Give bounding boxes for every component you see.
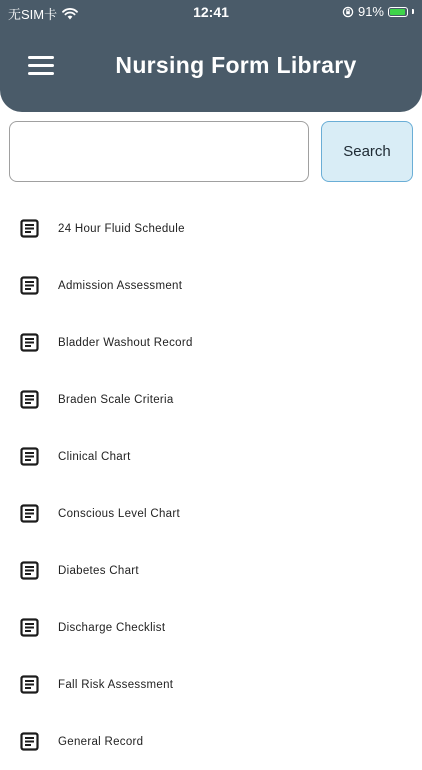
document-icon: [20, 675, 39, 694]
list-item[interactable]: [0, 314, 422, 371]
list-item-label: General Record: [58, 735, 144, 748]
list-item[interactable]: [0, 713, 422, 770]
form-list: [0, 200, 422, 770]
document-icon: [20, 447, 39, 466]
list-item-label: Clinical Chart: [58, 450, 131, 463]
list-item[interactable]: [0, 257, 422, 314]
document-icon: [20, 561, 39, 580]
page-title: Nursing Form Library: [115, 52, 357, 78]
document-icon: [20, 333, 39, 352]
list-item-label: Fall Risk Assessment: [58, 678, 174, 691]
list-item[interactable]: [0, 485, 422, 542]
battery-tip: [412, 9, 414, 14]
battery-charging-icon: [388, 7, 408, 17]
list-item-label: Discharge Checklist: [58, 621, 166, 634]
document-icon: [20, 618, 39, 637]
app-header: [0, 0, 422, 112]
list-item-label: Bladder Washout Record: [58, 336, 193, 349]
list-item[interactable]: [0, 428, 422, 485]
status-right: [342, 4, 414, 19]
carrier-label: 无SIM卡: [8, 7, 58, 22]
document-icon: [20, 219, 39, 238]
document-icon: [20, 276, 39, 295]
list-item-label: Braden Scale Criteria: [58, 393, 174, 406]
list-item[interactable]: [0, 599, 422, 656]
list-item[interactable]: [0, 200, 422, 257]
battery-level-fill: [390, 9, 405, 15]
document-icon: [20, 390, 39, 409]
document-icon: [20, 504, 39, 523]
list-item[interactable]: [0, 542, 422, 599]
status-bar: [0, 0, 422, 24]
list-item[interactable]: [0, 371, 422, 428]
search-button[interactable]: Search: [321, 121, 413, 182]
list-item-label: Conscious Level Chart: [58, 507, 180, 520]
list-item-label: Diabetes Chart: [58, 564, 139, 577]
document-icon: [20, 732, 39, 751]
status-time: 12:41: [193, 4, 229, 20]
battery-percent: 91%: [357, 4, 384, 19]
list-item[interactable]: [0, 656, 422, 713]
orientation-lock-icon: [342, 6, 354, 18]
list-item-label: Admission Assessment: [58, 279, 183, 292]
list-item-label: 24 Hour Fluid Schedule: [58, 222, 185, 235]
search-input[interactable]: [9, 121, 309, 182]
